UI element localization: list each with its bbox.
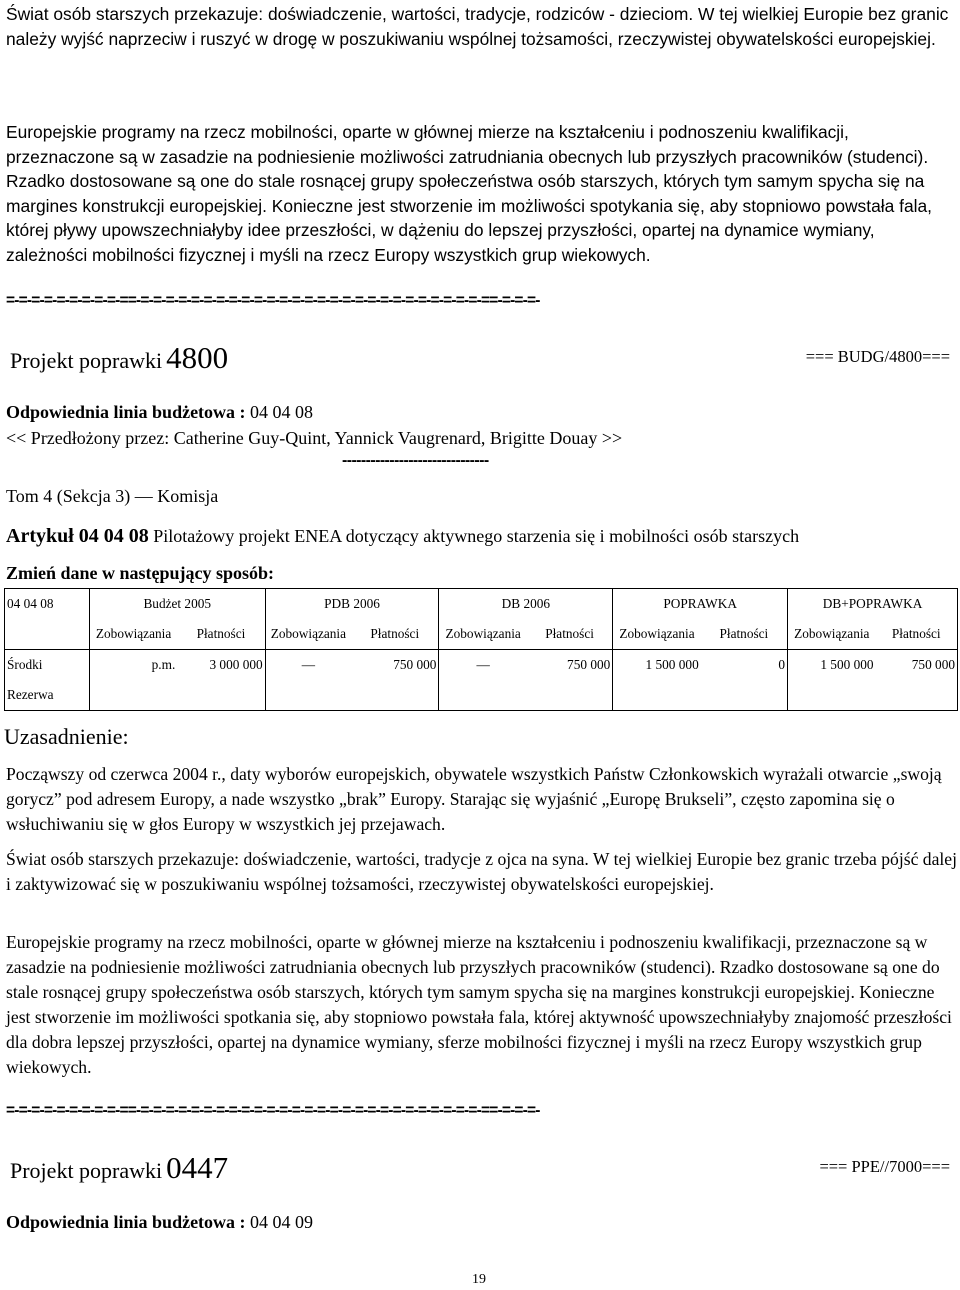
amendment-number: 0447 [166, 1150, 229, 1185]
table-subheader-row [5, 619, 958, 650]
submitted-by: << Przedłożony przez: Catherine Guy-Quint, Yannick Vaugrenard, Brigitte Douay >> [6, 428, 623, 448]
justification-heading: Uzasadnienie: [4, 724, 129, 749]
intro-paragraph-1: Świat osób starszych przekazuje: doświadczenie, wartości, tradycje, rodziców - dzieciom. W tej wielkiej Europie bez granic należy wyjść naprzeciw i ruszyć w drogę w poszukiwaniu wspólnej tożsamości, rzeczywistej obywatelskości europejskiej. [6, 4, 949, 49]
table-header-row [5, 589, 958, 620]
table-cell: 750 000 [527, 650, 613, 681]
table-subheader: Zobowiązania [89, 619, 177, 650]
section-label: Tom 4 (Sekcja 3) — Komisja [6, 486, 219, 506]
table-subheader: Płatności [196, 626, 246, 641]
table-row [5, 680, 958, 711]
table-row [5, 650, 958, 681]
table-subheader: Płatności [876, 619, 958, 650]
budget-line-value: 04 04 08 [245, 402, 314, 422]
article-line [6, 525, 799, 548]
table-header: Budżet 2005 [89, 589, 265, 620]
article-text: Pilotażowy projekt ENEA dotyczący aktywnego starzenia się i mobilności osób starszych [148, 526, 800, 546]
change-heading: Zmień dane w następujący sposób: [6, 563, 275, 583]
justification-paragraph-2: Świat osób starszych przekazuje: doświadczenie, wartości, tradycje z ojca na syna. W tej wielkiej Europie bez granic trzeba pójść dalej i zaktywizować się w poszukiwaniu wspólnej tożsamości, rzeczywistej obywatelskości europejskiej. [6, 849, 957, 894]
table-row-label: Rezerwa [5, 680, 90, 711]
dash-separator: ------------------------------- [342, 452, 489, 469]
amendment-title: Projekt poprawki [10, 1158, 163, 1183]
table-header: POPRAWKA [613, 589, 788, 620]
table-subheader: Zobowiązania [439, 619, 527, 650]
table-cell: — [439, 650, 527, 681]
justification-paragraph-1: Począwszy od czerwca 2004 r., daty wyborów europejskich, obywatele wszystkich Państw Członkowskich wyrażali otwarcie „swoją gorycz” pod adresem Europy, a nade wszystko „brak” Europy. Starając się wyjaśnić „Europę Brukseli”, często zapomina się o wsłuchiwaniu się w głos Europy w wszystkich jej przejawach. [6, 764, 942, 834]
page-number: 19 [472, 1272, 486, 1287]
table-cell: p.m. [89, 650, 177, 681]
amendment-reference: === PPE//7000=== [819, 1157, 950, 1176]
table-subheader: Zobowiązania [613, 619, 701, 650]
budget-line-label: Odpowiednia linia budżetowa : [6, 402, 246, 422]
intro-paragraph-2: Europejskie programy na rzecz mobilności, oparte w głównej mierze na kształceniu i podnoszeniu kwalifikacji, przeznaczone są w zasadzie na podniesienie możliwości zatrudniania obecnych lub przyszłych pracowników (studenci). Rzadko dostosowane są one do stale rosnącej grupy społeczeństwa osób starszych, których tym samym spycha się na margines konstrukcji europejskiej. Konieczne jest stworzenie im możliwości spotykania się, aby stopniowo powstała fala, której pływy upowszechniałyby idee przeszłości, w dążeniu do lepszej przyszłości, opartej na dynamice wymiany, zależności mobilności fizycznej i myśli na rzecz Europy wszystkich grup wiekowych. [6, 122, 932, 265]
table-subheader: Płatności [719, 626, 769, 641]
amendment-title: Projekt poprawki [10, 348, 163, 373]
amendment-heading [10, 340, 228, 376]
budget-line-label: Odpowiednia linia budżetowa : [6, 1212, 246, 1232]
amendment-reference: === BUDG/4800=== [805, 347, 950, 366]
justification-paragraph-3: Europejskie programy na rzecz mobilności, oparte w głównej mierze na kształceniu i podnoszeniu kwalifikacji, przeznaczone są w zasadzie na podniesienie możliwości zatrudniania obecnych lub przyszłych pracowników (studenci). Rzadko dostosowane są one do stale rosnącej grupy społeczeństwa osób starszych, których tym samym spycha się na margines konstrukcji europejskiej. Konieczne jest stworzenie im możliwości spotkania się, aby stopniowo powstała fala, której aktywność upowszechniałyby znajomość przeszłości dla dobra lepszej przyszłości, opartej na dynamice wymiany, sferze mobilności fizycznej i myśli na rzecz Europy wszystkich grup wiekowych. [6, 932, 952, 1077]
separator-line: =-=-=-=-=-=-=-=-=-==-=-=-=-=-=-=-=-=-=-=-=-=-=-=-=-=-=-=-=-=-=-=-=-=-=-=-=-==-=-=-=- [6, 1102, 540, 1119]
table-subheader: Płatności [545, 626, 594, 641]
budget-line [6, 402, 313, 423]
table-subheader: Zobowiązania [788, 619, 876, 650]
table-cell: 750 000 [351, 650, 439, 681]
separator-line: =-=-=-=-=-=-=-=-=-==-=-=-=-=-=-=-=-=-=-=-=-=-=-=-=-=-=-=-=-=-=-=-=-=-=-=-=-==-=-=-=- [6, 292, 540, 309]
table-row-label: Środki [5, 650, 90, 681]
amendment-number: 4800 [166, 340, 229, 375]
table-cell: — [265, 650, 351, 681]
amendment-heading [10, 1150, 228, 1186]
table-header: DB+POPRAWKA [788, 589, 958, 620]
table-header: DB 2006 [439, 589, 613, 620]
table-cell: 3 000 000 [177, 650, 265, 681]
table-cell: 1 500 000 [613, 650, 701, 681]
budget-line [6, 1212, 313, 1233]
table-code: 04 04 08 [5, 589, 90, 620]
table-header: PDB 2006 [265, 589, 439, 620]
table-cell: 1 500 000 [788, 650, 876, 681]
budget-line-value: 04 04 09 [245, 1212, 314, 1232]
table-subheader: Płatności [370, 626, 420, 641]
table-cell: 750 000 [876, 650, 958, 681]
table-subheader: Zobowiązania [265, 619, 351, 650]
budget-table [4, 588, 958, 711]
article-label: Artykuł 04 04 08 [6, 525, 149, 547]
table-cell: 0 [701, 650, 788, 681]
